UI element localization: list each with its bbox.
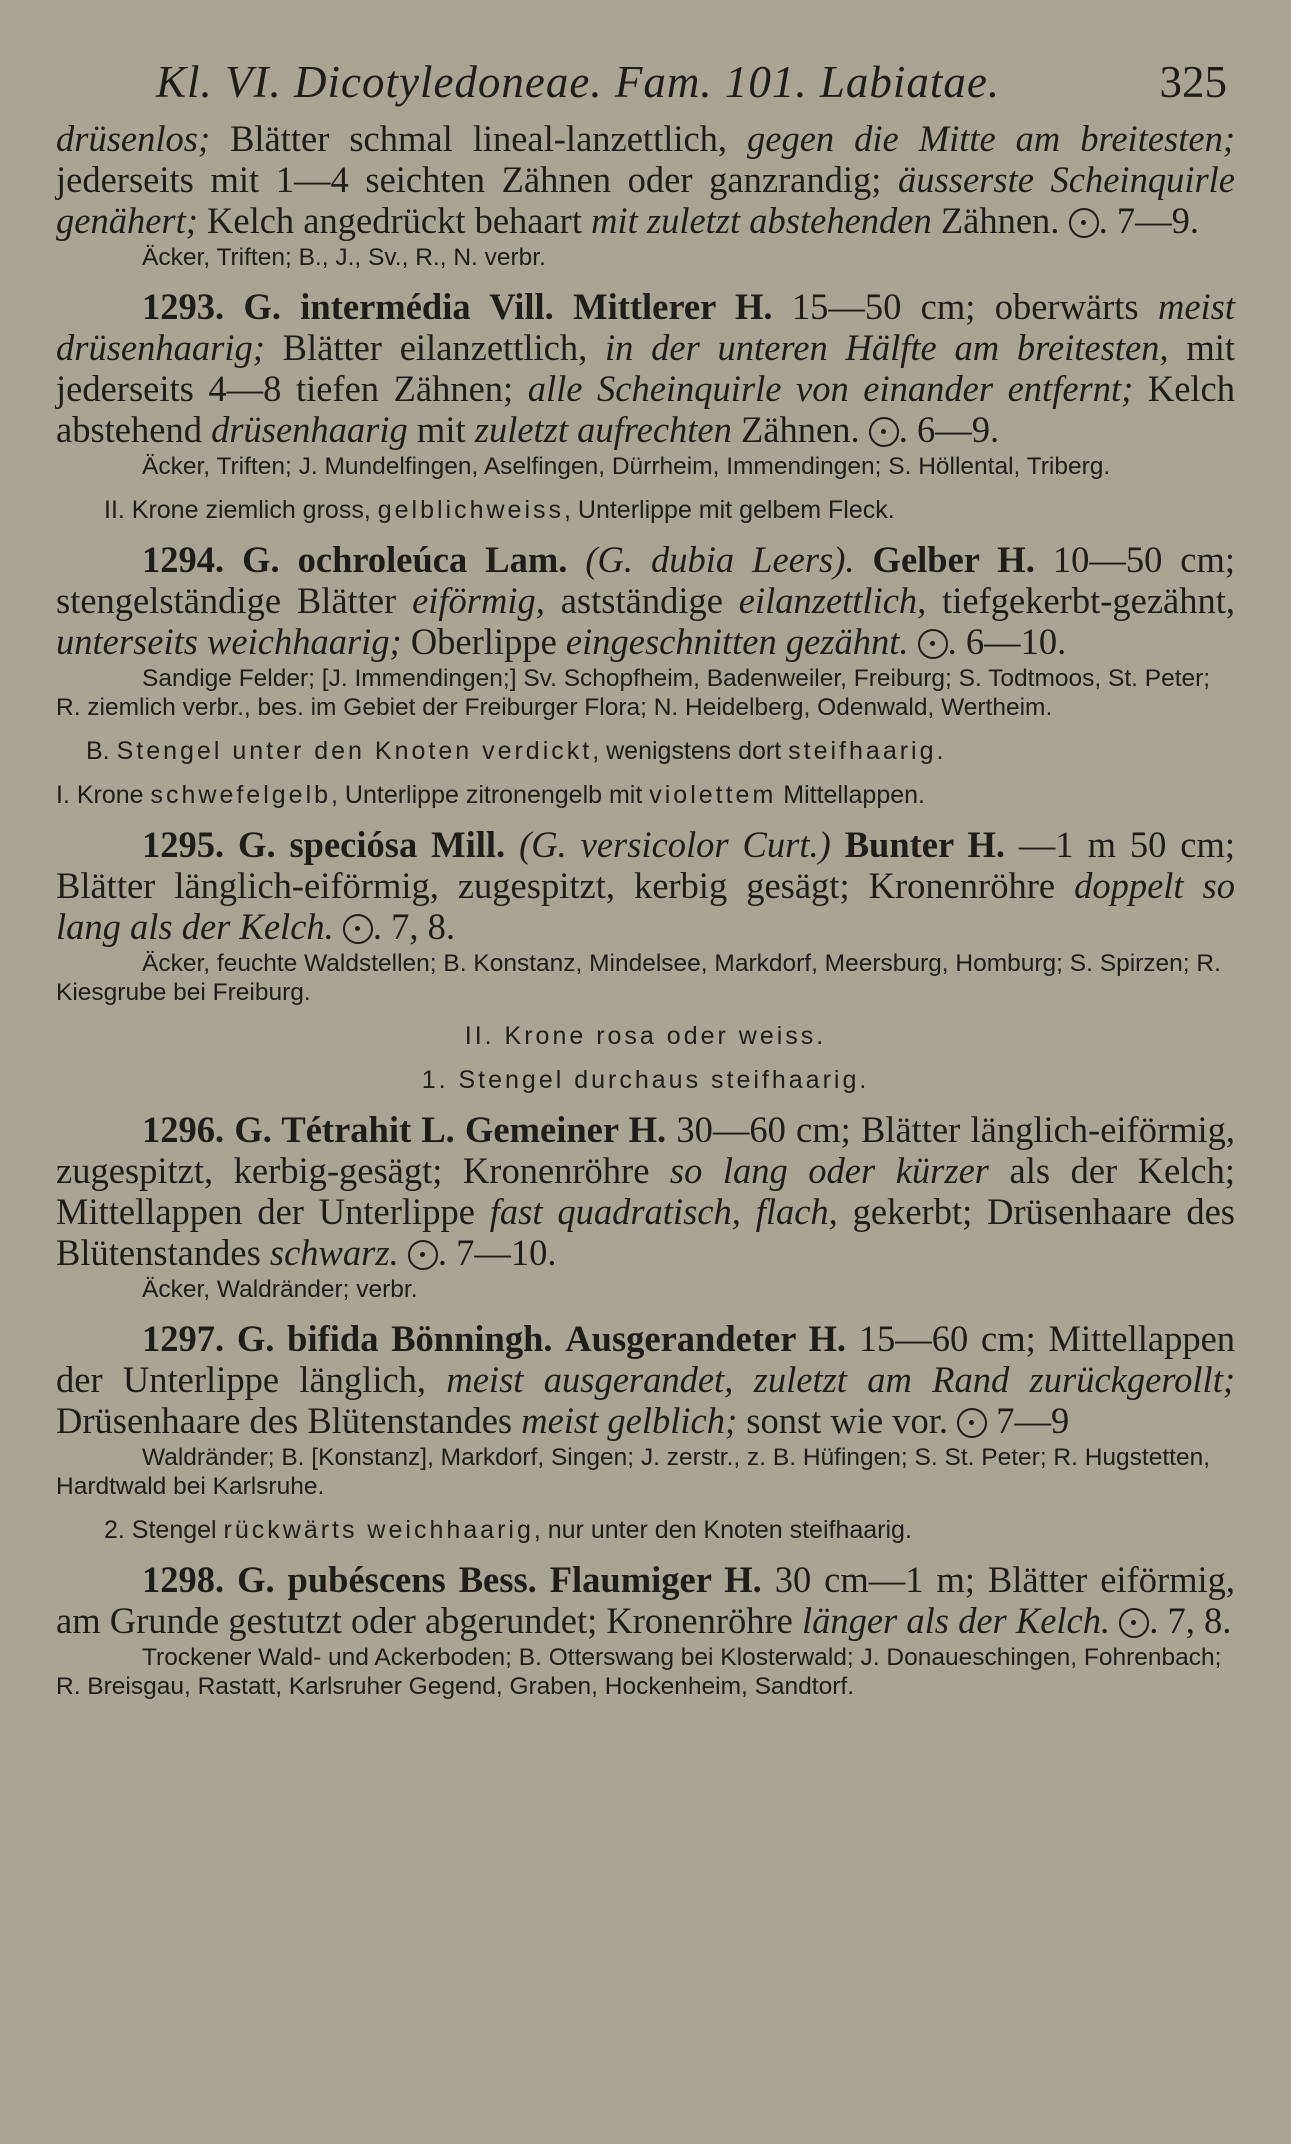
text-italic: meist gelblich; (521, 1400, 738, 1441)
text-italic: unterseits weichhaarig; (56, 621, 402, 662)
flowering-months: . 6—9. (898, 409, 1000, 450)
text: tiefgekerbt-gezähnt, (926, 580, 1236, 621)
locality-text: Waldränder; B. [Konstanz], Markdorf, Singen; J. zerstr., z. B. Hüfingen; S. St. Peter; R. Hugstetten, Hardtwald bei Karlsruhe. (56, 1444, 1211, 1500)
species-name: G. pubéscens Bess. (237, 1559, 537, 1600)
text-italic: meist drüsenhaarig; (56, 286, 1236, 368)
key-text-spaced: violettem (649, 781, 777, 809)
text: Zähnen. (931, 200, 1069, 241)
german-name: Mittlerer H. (573, 286, 773, 327)
german-name: Ausgerandeter H. (565, 1318, 847, 1359)
species-name: G. intermédia Vill. (243, 286, 554, 327)
key-text: , nur unter den Knoten steifhaarig. (533, 1516, 912, 1544)
locality-text: Sandige Felder; [J. Immendingen;] Sv. Schopfheim, Badenweiler, Freiburg; S. Todtmoos, St. Peter; R. ziemlich verbr., bes. im Gebiet der Freiburger Flora; N. Heidelberg, Odenwald, Wertheim. (56, 665, 1211, 721)
text: Blätter eilanzettlich, (264, 327, 605, 368)
text: als der Kelch; Mittellappen der Unterlippe (56, 1150, 1235, 1232)
annual-symbol-icon (408, 1240, 438, 1270)
entry-localities (56, 1443, 1235, 1501)
locality-text: Trockener Wald- und Ackerboden; B. Otterswang bei Klosterwald; J. Donaueschingen, Fohrenbach; R. Breisgau, Rastatt, Karlsruher Gegend, Graben, Hockenheim, Sandtorf. (56, 1644, 1222, 1700)
page-header (56, 48, 1235, 118)
entry-localities (56, 1275, 1235, 1304)
key-text-spaced: Stengel unter den Knoten verdickt (116, 737, 593, 765)
entry-number: 1293. (142, 286, 225, 327)
key-heading (56, 736, 1235, 766)
annual-symbol-icon (1069, 208, 1099, 238)
text-italic: schwarz. (269, 1232, 399, 1273)
species-name: G. Tétrahit L. (234, 1109, 455, 1150)
key-text-spaced: rückwärts weichhaarig (223, 1516, 534, 1544)
text-italic: drüsenhaarig (211, 409, 408, 450)
entry-1297 (56, 1318, 1235, 1441)
key-heading (56, 1515, 1235, 1545)
text-italic: länger als der Kelch. (801, 1600, 1111, 1641)
flowering-months: 7—9 (987, 1400, 1070, 1441)
text-italic: zuletzt aufrechten (474, 409, 732, 450)
key-heading (56, 780, 1235, 810)
key-text: , wenigstens dort (592, 737, 789, 765)
text: Kelch angedrückt behaart (197, 200, 592, 241)
text: Zähnen. (731, 409, 869, 450)
key-text: II. Krone ziemlich gross, (104, 496, 378, 524)
text: —1 m 50 cm; Blätter länglich-eiförmig, zugespitzt, kerbig gesägt; Kronenröhre (56, 824, 1236, 906)
key-text: . (936, 737, 944, 765)
key-text: , Unterlippe zitronengelb mit (331, 781, 650, 809)
entry-1298 (56, 1559, 1235, 1641)
text-italic: äusserste Scheinquirle genähert; (56, 159, 1236, 241)
synonym: (G. versicolor Curt.) (519, 824, 831, 865)
text (1110, 1600, 1119, 1641)
locality-text: Äcker, Triften; B., J., Sv., R., N. verbr. (142, 244, 546, 271)
text: Drüsenhaare des Blütenstandes (56, 1400, 522, 1441)
entry-number: 1294. (142, 539, 225, 580)
key-text: , Unterlippe mit gelbem Fleck. (564, 496, 895, 524)
species-name: G. ochroleúca Lam. (242, 539, 568, 580)
flowering-months: . 6—10. (947, 621, 1067, 662)
entry-localities (56, 243, 1235, 272)
text-italic: alle Scheinquirle von einander entfernt; (527, 368, 1134, 409)
key-heading: II. Krone rosa oder weiss. (464, 1022, 827, 1050)
species-name: G. speciósa Mill. (238, 824, 506, 865)
annual-symbol-icon (1119, 1608, 1149, 1638)
annual-symbol-icon (343, 914, 373, 944)
entry-localities (56, 664, 1235, 722)
text (399, 1232, 408, 1273)
entry-1294 (56, 539, 1235, 662)
key-text: Mittellappen. (776, 781, 925, 809)
text: gekerbt; Drüsenhaare des Blütenstandes (56, 1191, 1236, 1273)
text: mit jederseits 4—8 tiefen Zähnen; (56, 327, 1235, 409)
flowering-months: . 7, 8. (1149, 1600, 1232, 1641)
text-italic: mit zuletzt abstehenden (591, 200, 932, 241)
text: 15—50 cm; oberwärts (772, 286, 1158, 327)
text-italic: meist ausgerandet, zuletzt am Rand zurückgerollt; (446, 1359, 1235, 1400)
text: astständige (544, 580, 739, 621)
key-text-spaced: steifhaarig (788, 737, 937, 765)
annual-symbol-icon (869, 417, 899, 447)
entry-localities (56, 1643, 1235, 1701)
text: 15—60 cm; Mittellappen der Unterlippe länglich, (56, 1318, 1236, 1400)
entry-number: 1296. (142, 1109, 225, 1150)
entry-continued (56, 118, 1235, 241)
text: Oberlippe (401, 621, 566, 662)
text (334, 906, 343, 947)
german-name: Flaumiger H. (549, 1559, 762, 1600)
text-italic: gegen die Mitte am breitesten; (747, 118, 1235, 159)
running-title: Kl. VI. Dicotyledoneae. Fam. 101. Labiatae. (156, 57, 1001, 107)
key-heading: 1. Stengel durchaus steifhaarig. (421, 1066, 870, 1094)
text: Kelch abstehend (56, 368, 1236, 450)
german-name: Gemeiner H. (465, 1109, 667, 1150)
entry-localities (56, 949, 1235, 1007)
key-heading (56, 495, 1235, 525)
text-italic: drüsenlos; (56, 118, 211, 159)
entry-number: 1295. (142, 824, 225, 865)
locality-text: Äcker, Triften; J. Mundelfingen, Aselfingen, Dürrheim, Immendingen; S. Höllental, Triberg. (142, 453, 1111, 480)
text-italic: eiförmig, (412, 580, 545, 621)
annual-symbol-icon (918, 629, 948, 659)
text: mit (407, 409, 475, 450)
synonym: (G. dubia Leers). (585, 539, 855, 580)
text-italic: eilanzettlich, (738, 580, 927, 621)
entry-number: 1298. (142, 1559, 225, 1600)
text: jederseits mit 1—4 seichten Zähnen oder ganzrandig; (56, 159, 899, 200)
entry-1293 (56, 286, 1235, 450)
locality-text: Äcker, feuchte Waldstellen; B. Konstanz, Mindelsee, Markdorf, Meersburg, Homburg; S. Spirzen; R. Kiesgrube bei Freiburg. (56, 950, 1221, 1006)
german-name: Bunter H. (844, 824, 1005, 865)
flowering-months: . 7, 8. (372, 906, 456, 947)
species-name: G. bifida Bönningh. (236, 1318, 553, 1359)
text: 30 cm—1 m; Blätter eiförmig, am Grunde gestutzt oder abgerundet; Kronenröhre (56, 1559, 1236, 1641)
text-italic: eingeschnitten gezähnt. (565, 621, 909, 662)
entry-number: 1297. (142, 1318, 225, 1359)
text: 10—50 cm; stengelständige Blätter (56, 539, 1236, 621)
page-number: 325 (1159, 57, 1227, 107)
text-italic: so lang oder kürzer (669, 1150, 989, 1191)
key-text: 2. Stengel (104, 1516, 224, 1544)
flowering-months: . 7—9. (1098, 200, 1199, 241)
annual-symbol-icon (957, 1408, 987, 1438)
text-italic: in der unteren Hälfte am breitesten, (604, 327, 1169, 368)
key-text-spaced: gelblichweiss (377, 496, 565, 524)
locality-text: Äcker, Waldränder; verbr. (142, 1276, 418, 1303)
text-italic: fast quadratisch, flach, (489, 1191, 838, 1232)
german-name: Gelber H. (872, 539, 1035, 580)
text: 30—60 cm; Blätter länglich-eiförmig, zugespitzt, kerbig-gesägt; Kronenröhre (56, 1109, 1236, 1191)
key-text-spaced: schwefelgelb (150, 781, 332, 809)
key-text: I. Krone (56, 781, 151, 809)
key-text: B. (86, 737, 117, 765)
entry-1295 (56, 824, 1235, 947)
text: Blätter schmal lineal-lanzettlich, (210, 118, 748, 159)
flowering-months: . 7—10. (437, 1232, 557, 1273)
entry-1296 (56, 1109, 1235, 1273)
entry-localities (56, 452, 1235, 481)
text (909, 621, 918, 662)
text: sonst wie vor. (737, 1400, 958, 1441)
text-italic: doppelt so lang als der Kelch. (56, 865, 1235, 947)
